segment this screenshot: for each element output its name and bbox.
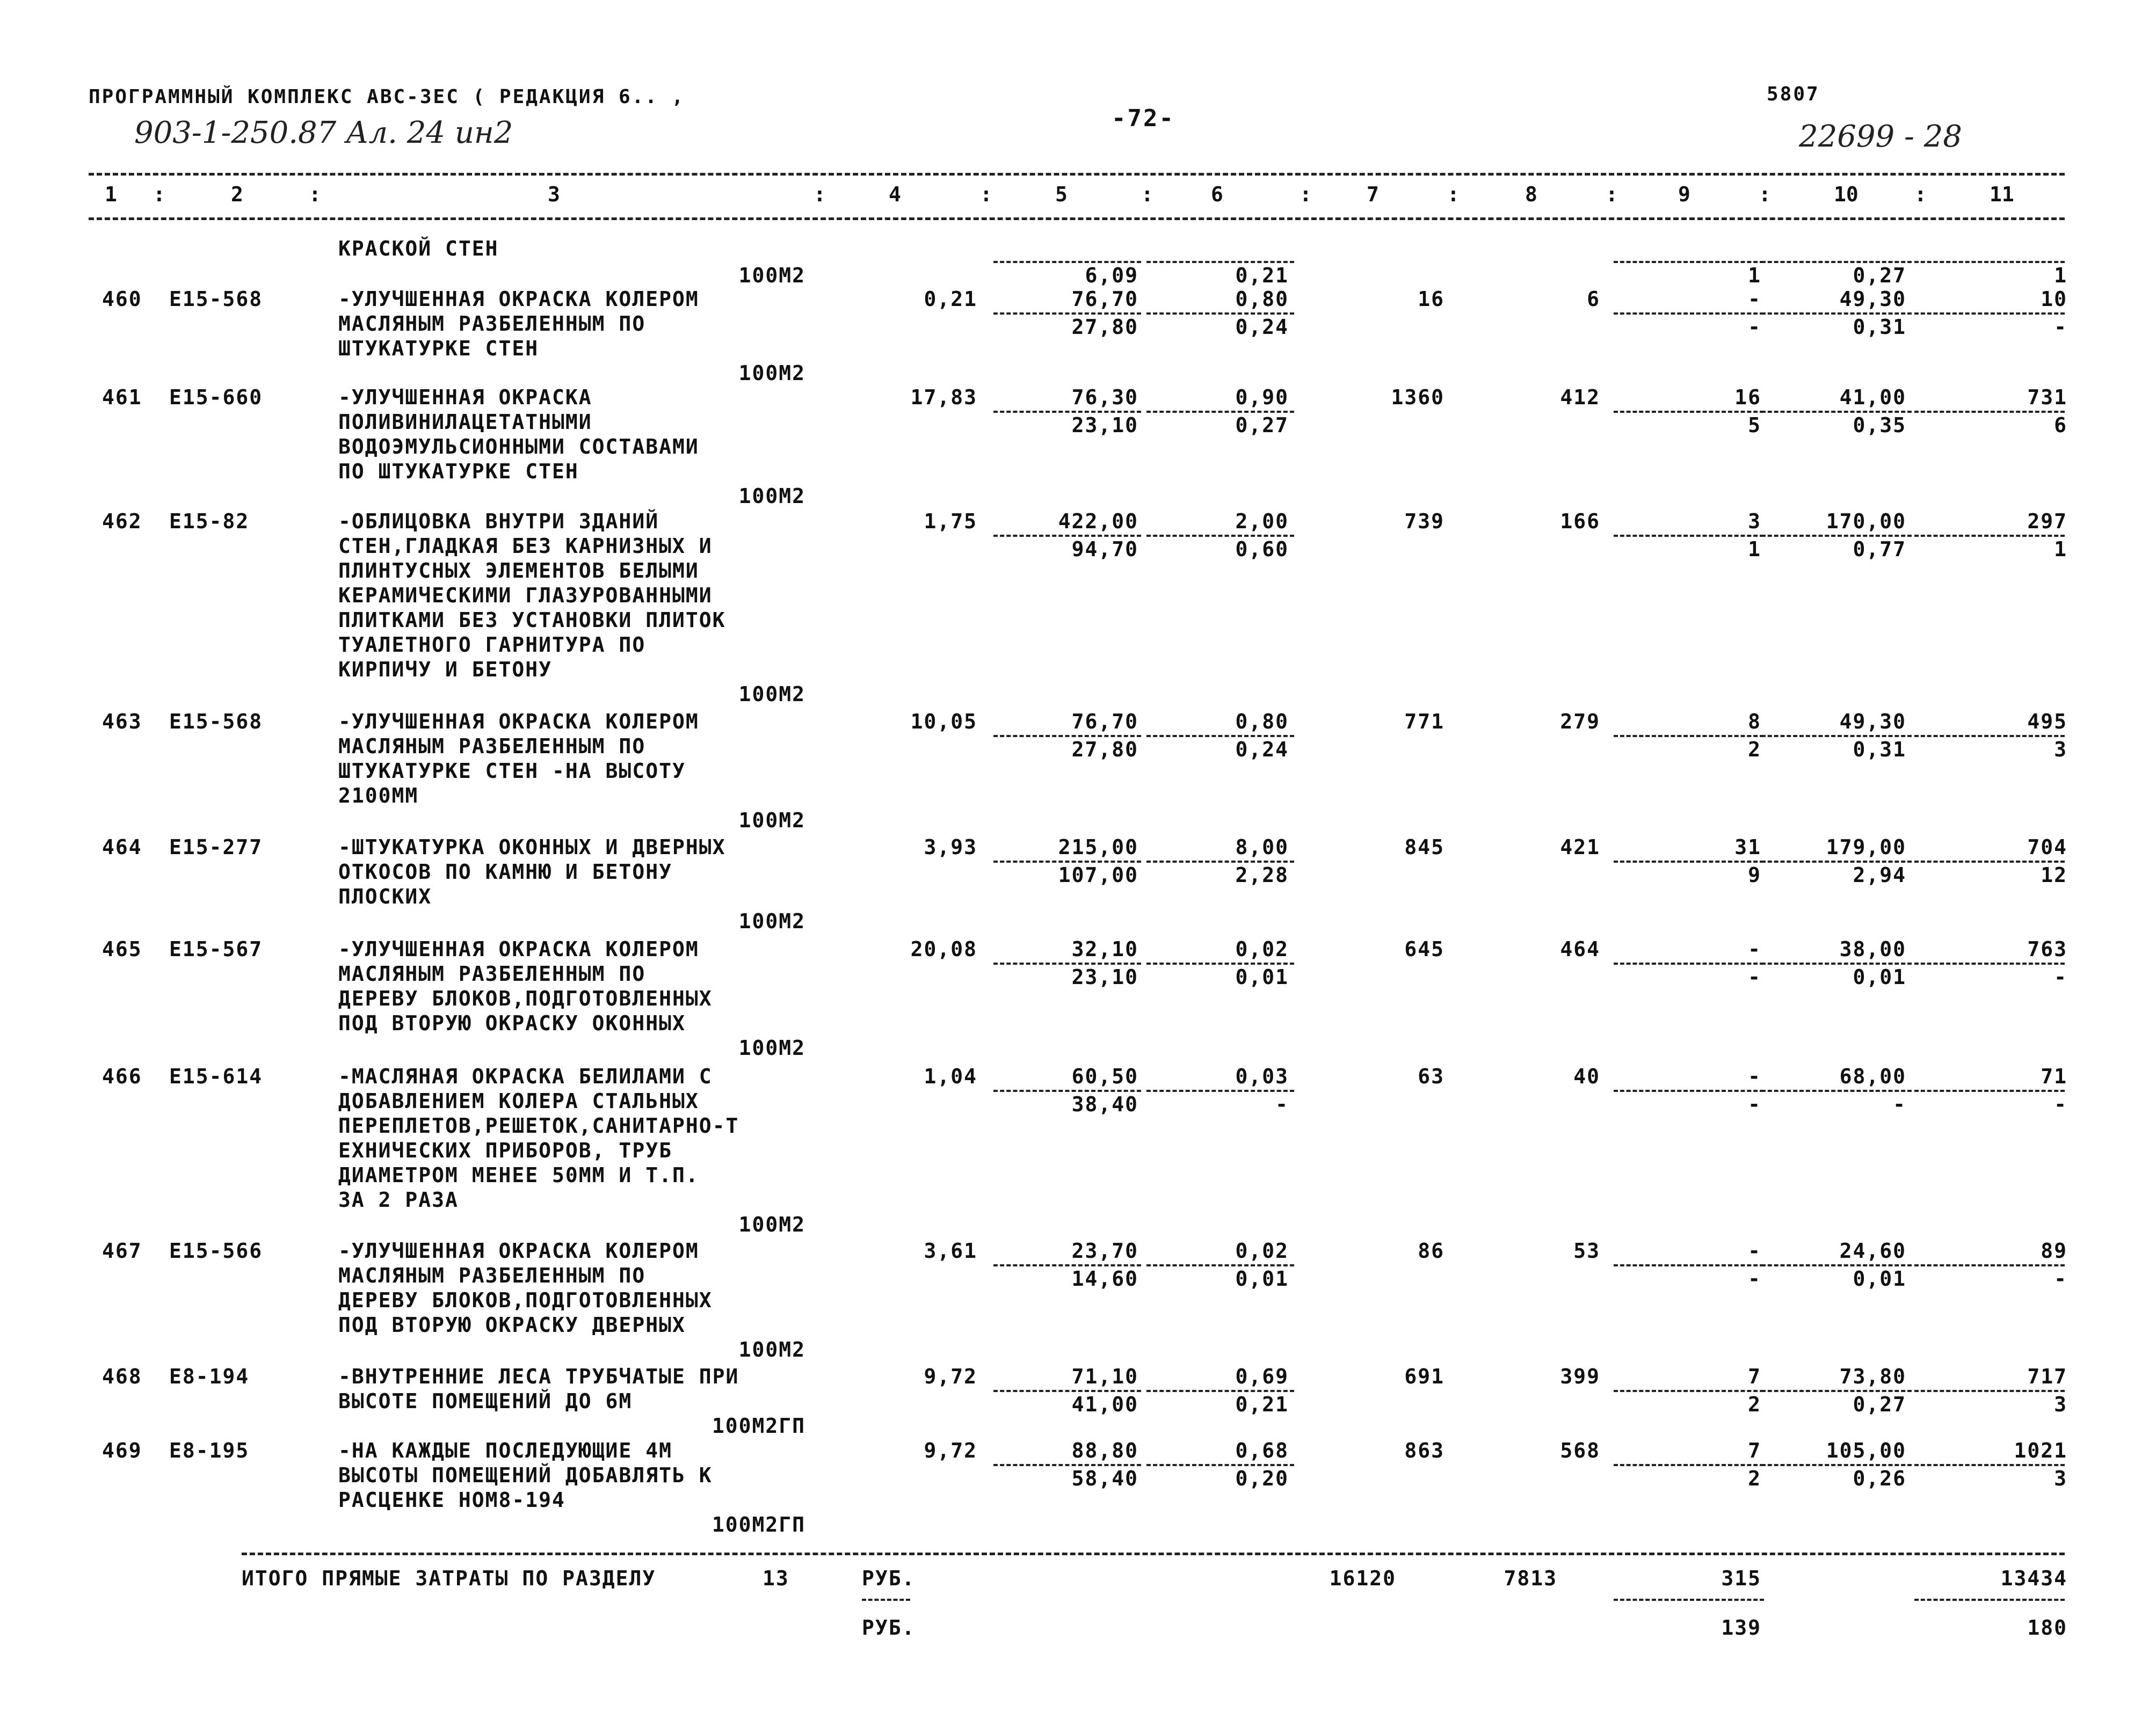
row-col6-upper: 0,80 bbox=[1235, 710, 1289, 733]
row-number: 466 bbox=[102, 1065, 142, 1088]
row-col10-lower: 0,26 bbox=[1853, 1467, 1906, 1490]
row-number: 464 bbox=[102, 835, 142, 859]
row-col4: 3,61 bbox=[924, 1239, 977, 1263]
row-col10-lower: 0,31 bbox=[1853, 315, 1906, 339]
row-col10-upper: 68,00 bbox=[1839, 1065, 1906, 1088]
row-col11-upper: 763 bbox=[2027, 937, 2067, 961]
column-header-7: 7 bbox=[1367, 183, 1379, 206]
row-description-line: ДЕРЕВУ БЛОКОВ,ПОДГОТОВЛЕННЫХ bbox=[338, 1288, 713, 1312]
row-description-line: -УЛУЧШЕННАЯ ОКРАСКА КОЛЕРОМ bbox=[338, 1239, 699, 1263]
row-col9-upper: 3 bbox=[1748, 509, 1761, 533]
row-description-line: ПЕРЕПЛЕТОВ,РЕШЕТОК,САНИТАРНО-Т bbox=[338, 1114, 739, 1138]
row-col7: 63 bbox=[1418, 1065, 1444, 1088]
row-unit: 100М2ГП bbox=[712, 1513, 805, 1536]
row-description-line: 2100ММ bbox=[338, 784, 419, 807]
row-col6-upper: 0,03 bbox=[1235, 1065, 1289, 1088]
row-description-line: ШТУКАТУРКЕ СТЕН -НА ВЫСОТУ bbox=[338, 759, 686, 783]
row-description-line: ПОД ВТОРУЮ ОКРАСКУ ОКОННЫХ bbox=[338, 1011, 686, 1035]
row-col9-lower: 2 bbox=[1748, 738, 1761, 761]
row-col10-upper: 38,00 bbox=[1839, 937, 1906, 961]
column-header-6: 6 bbox=[1211, 183, 1223, 206]
row-description-line: ВЫСОТЫ ПОМЕЩЕНИЙ ДОБАВЛЯТЬ К bbox=[338, 1463, 713, 1487]
row-description-line: -ВНУТРЕННИЕ ЛЕСА ТРУБЧАТЫЕ ПРИ bbox=[338, 1365, 739, 1388]
row-col10-upper: 24,60 bbox=[1839, 1239, 1906, 1263]
row-col7: 771 bbox=[1404, 710, 1444, 733]
row-col7: 1360 bbox=[1391, 385, 1444, 409]
totals-col11-upper: 13434 bbox=[2000, 1567, 2067, 1590]
row-col7: 691 bbox=[1404, 1365, 1444, 1388]
row-number: 469 bbox=[102, 1439, 142, 1462]
row-code: Е15-82 bbox=[169, 509, 250, 533]
row-col10-lower: 0,27 bbox=[1853, 1393, 1906, 1416]
row-description-line: ПО ШТУКАТУРКЕ СТЕН bbox=[338, 460, 579, 483]
row-description-line: ПОД ВТОРУЮ ОКРАСКУ ДВЕРНЫХ bbox=[338, 1313, 686, 1337]
row-col5-upper: 76,70 bbox=[1071, 287, 1138, 311]
row-col10-lower: 0,35 bbox=[1853, 413, 1906, 437]
row-col6-upper: 0,68 bbox=[1235, 1439, 1289, 1462]
row-col9-upper: 7 bbox=[1748, 1439, 1761, 1462]
row-col4: 1,75 bbox=[924, 509, 977, 533]
totals-col11-lower: 180 bbox=[2027, 1616, 2067, 1640]
row-col11-lower: - bbox=[2054, 1267, 2067, 1291]
row-col9-lower: - bbox=[1748, 1267, 1761, 1291]
row-number: 461 bbox=[102, 385, 142, 409]
column-separator: : bbox=[1300, 183, 1312, 206]
totals-col9-divider bbox=[1614, 1599, 1764, 1601]
row-code: Е15-277 bbox=[169, 835, 263, 859]
row-col7: 86 bbox=[1418, 1239, 1444, 1263]
row-col5-upper: 215,00 bbox=[1058, 835, 1138, 859]
row-col6-lower: 0,20 bbox=[1235, 1467, 1289, 1490]
row-number: 462 bbox=[102, 509, 142, 533]
row-col10-upper: 73,80 bbox=[1839, 1365, 1906, 1388]
column-header-10: 10 bbox=[1834, 183, 1859, 206]
row-col11-lower: 12 bbox=[2041, 863, 2067, 887]
row-col6-lower: 0,27 bbox=[1235, 413, 1289, 437]
row-col8: 412 bbox=[1560, 385, 1600, 409]
row-col10-lower: 0,77 bbox=[1853, 537, 1906, 561]
row-description-line: -НА КАЖДЫЕ ПОСЛЕДУЮЩИЕ 4М bbox=[338, 1439, 672, 1462]
row-code: Е8-195 bbox=[169, 1439, 250, 1462]
row-description-line: ПЛОСКИХ bbox=[338, 885, 432, 908]
row-description-line: КЕРАМИЧЕСКИМИ ГЛАЗУРОВАННЫМИ bbox=[338, 584, 713, 607]
row-col11-upper: 297 bbox=[2027, 509, 2067, 533]
row-col9-lower: 2 bbox=[1748, 1393, 1761, 1416]
row-description-line: ТУАЛЕТНОГО ГАРНИТУРА ПО bbox=[338, 633, 646, 657]
row-col5-upper: 23,70 bbox=[1071, 1239, 1138, 1263]
row-col11-lower: 1 bbox=[2054, 264, 2067, 287]
column-separator: : bbox=[1141, 183, 1153, 206]
totals-col8: 7813 bbox=[1504, 1567, 1557, 1590]
row-col6-lower: 0,60 bbox=[1235, 537, 1289, 561]
row-description-line: ВОДОЭМУЛЬСИОННЫМИ СОСТАВАМИ bbox=[338, 435, 699, 458]
row-number: 465 bbox=[102, 937, 142, 961]
column-separator: : bbox=[980, 183, 992, 206]
row-col9-lower: 1 bbox=[1748, 264, 1761, 287]
column-header-9: 9 bbox=[1678, 183, 1690, 206]
row-number: 463 bbox=[102, 710, 142, 733]
row-col10-upper: 49,30 bbox=[1839, 287, 1906, 311]
row-col10-upper: 105,00 bbox=[1826, 1439, 1906, 1462]
row-col11-lower: 1 bbox=[2054, 537, 2067, 561]
row-number: 460 bbox=[102, 287, 142, 311]
row-description-line: РАСЦЕНКЕ НОМ8-194 bbox=[338, 1488, 565, 1512]
row-col9-lower: - bbox=[1748, 315, 1761, 339]
row-description-line: -УЛУЧШЕННАЯ ОКРАСКА КОЛЕРОМ bbox=[338, 937, 699, 961]
column-header-3: 3 bbox=[548, 183, 560, 206]
row-description-line: -УЛУЧШЕННАЯ ОКРАСКА КОЛЕРОМ bbox=[338, 287, 699, 311]
row-col9-upper: 8 bbox=[1748, 710, 1761, 733]
row-unit: 100М2 bbox=[738, 361, 805, 385]
row-col9-lower: 5 bbox=[1748, 413, 1761, 437]
row-description-line: ПОЛИВИНИЛАЦЕТАТНЫМИ bbox=[338, 410, 592, 434]
row-code: Е15-568 bbox=[169, 287, 263, 311]
row-col9-upper: - bbox=[1748, 1065, 1761, 1088]
row-col4: 9,72 bbox=[924, 1439, 977, 1462]
totals-currency-2: РУБ. bbox=[862, 1616, 916, 1640]
row-col4: 9,72 bbox=[924, 1365, 977, 1388]
row-col8: 279 bbox=[1560, 710, 1600, 733]
row-description-line: ВЫСОТЕ ПОМЕЩЕНИЙ ДО 6М bbox=[338, 1389, 633, 1413]
row-col4: 3,93 bbox=[924, 835, 977, 859]
row-col6-upper: 0,90 bbox=[1235, 385, 1289, 409]
row-col8: 6 bbox=[1587, 287, 1600, 311]
row-col11-lower: - bbox=[2054, 1092, 2067, 1116]
row-code: Е15-660 bbox=[169, 385, 263, 409]
row-unit: 100М2 bbox=[738, 484, 805, 508]
row-col6-lower: 0,01 bbox=[1235, 1267, 1289, 1291]
column-separator: : bbox=[1447, 183, 1460, 206]
row-col5-upper: 71,10 bbox=[1071, 1365, 1138, 1388]
totals-col9-lower: 139 bbox=[1721, 1616, 1761, 1640]
row-col5-lower: 41,00 bbox=[1071, 1393, 1138, 1416]
row-description-line: ДИАМЕТРОМ МЕНЕЕ 50ММ И Т.П. bbox=[338, 1163, 699, 1187]
column-header-1: 1 bbox=[105, 183, 117, 206]
row-col4: 10,05 bbox=[910, 710, 977, 733]
row-description-line: КИРПИЧУ И БЕТОНУ bbox=[338, 658, 553, 681]
row-description-line: ШТУКАТУРКЕ СТЕН bbox=[338, 337, 539, 360]
row-code: Е15-614 bbox=[169, 1065, 263, 1088]
row-description-line: КРАСКОЙ СТЕН bbox=[338, 237, 499, 260]
row-description-line: МАСЛЯНЫМ РАЗБЕЛЕННЫМ ПО bbox=[338, 962, 646, 986]
row-col10-lower: 0,31 bbox=[1853, 738, 1906, 761]
row-col6-lower: 0,21 bbox=[1235, 264, 1289, 287]
column-separator: : bbox=[153, 183, 165, 206]
row-col9-lower: 1 bbox=[1748, 537, 1761, 561]
row-col9-upper: 31 bbox=[1734, 835, 1761, 859]
row-col6-lower: - bbox=[1275, 1092, 1289, 1116]
row-unit: 100М2 bbox=[738, 1036, 805, 1060]
row-col8: 166 bbox=[1560, 509, 1600, 533]
row-col6-upper: 0,80 bbox=[1235, 287, 1289, 311]
row-col11-upper: 10 bbox=[2041, 287, 2067, 311]
row-description-line: -ОБЛИЦОВКА ВНУТРИ ЗДАНИЙ bbox=[338, 509, 659, 533]
row-description-line: ДЕРЕВУ БЛОКОВ,ПОДГОТОВЛЕННЫХ bbox=[338, 987, 713, 1010]
column-separator: : bbox=[1606, 183, 1618, 206]
row-description-line: -ШТУКАТУРКА ОКОННЫХ И ДВЕРНЫХ bbox=[338, 835, 726, 859]
row-col11-upper: 731 bbox=[2027, 385, 2067, 409]
row-col10-upper: 170,00 bbox=[1826, 509, 1906, 533]
row-col5-lower: 58,40 bbox=[1071, 1467, 1138, 1490]
row-col7: 863 bbox=[1404, 1439, 1444, 1462]
row-col11-lower: - bbox=[2054, 315, 2067, 339]
row-description-line: -УЛУЧШЕННАЯ ОКРАСКА bbox=[338, 385, 592, 409]
row-col5-upper: 60,50 bbox=[1071, 1065, 1138, 1088]
row-col10-upper: 41,00 bbox=[1839, 385, 1906, 409]
row-col6-lower: 0,21 bbox=[1235, 1393, 1289, 1416]
row-col6-lower: 0,24 bbox=[1235, 738, 1289, 761]
row-description-line: МАСЛЯНЫМ РАЗБЕЛЕННЫМ ПО bbox=[338, 734, 646, 758]
handwritten-inventory-number: 22699 - 28 bbox=[1799, 119, 1962, 154]
row-col10-lower: 0,27 bbox=[1853, 264, 1906, 287]
row-col9-lower: - bbox=[1748, 965, 1761, 989]
row-col11-lower: 3 bbox=[2054, 1467, 2067, 1490]
row-description-line: СТЕН,ГЛАДКАЯ БЕЗ КАРНИЗНЫХ И bbox=[338, 534, 713, 558]
row-col11-lower: 3 bbox=[2054, 738, 2067, 761]
row-col4: 1,04 bbox=[924, 1065, 977, 1088]
column-separator: : bbox=[309, 183, 321, 206]
totals-col9-upper: 315 bbox=[1721, 1567, 1761, 1590]
column-header-5: 5 bbox=[1055, 183, 1068, 206]
row-number: 467 bbox=[102, 1239, 142, 1263]
row-unit: 100М2 bbox=[738, 682, 805, 706]
row-col10-lower: 2,94 bbox=[1853, 863, 1906, 887]
column-separator: : bbox=[814, 183, 826, 206]
row-code: Е8-194 bbox=[169, 1365, 250, 1388]
row-col6-lower: 2,28 bbox=[1235, 863, 1289, 887]
row-unit: 100М2 bbox=[738, 1338, 805, 1361]
row-col5-lower: 23,10 bbox=[1071, 413, 1138, 437]
column-header-8: 8 bbox=[1525, 183, 1537, 206]
row-col11-lower: 3 bbox=[2054, 1393, 2067, 1416]
totals-col11-divider bbox=[1914, 1599, 2065, 1601]
row-col5-upper: 76,30 bbox=[1071, 385, 1138, 409]
row-description-line: ОТКОСОВ ПО КАМНЮ И БЕТОНУ bbox=[338, 860, 672, 884]
page-number: -72- bbox=[1112, 105, 1175, 132]
row-col10-upper: 49,30 bbox=[1839, 710, 1906, 733]
row-unit: 100М2 bbox=[738, 1213, 805, 1236]
row-unit: 100М2 bbox=[738, 909, 805, 933]
column-separator: : bbox=[1759, 183, 1771, 206]
column-header-4: 4 bbox=[889, 183, 901, 206]
row-col4: 17,83 bbox=[910, 385, 977, 409]
row-col9-lower: - bbox=[1748, 1092, 1761, 1116]
row-col6-upper: 0,02 bbox=[1235, 1239, 1289, 1263]
row-col9-upper: - bbox=[1748, 287, 1761, 311]
row-col10-lower: - bbox=[1893, 1092, 1906, 1116]
row-unit: 100М2 bbox=[738, 808, 805, 832]
row-col5-upper: 76,70 bbox=[1071, 710, 1138, 733]
row-col11-upper: 717 bbox=[2027, 1365, 2067, 1388]
row-col6-upper: 8,00 bbox=[1235, 835, 1289, 859]
row-col7: 16 bbox=[1418, 287, 1444, 311]
totals-currency-1: РУБ. bbox=[862, 1567, 916, 1590]
row-col11-upper: 1021 bbox=[2014, 1439, 2067, 1462]
row-col11-lower: - bbox=[2054, 965, 2067, 989]
row-code: Е15-566 bbox=[169, 1239, 263, 1263]
row-col11-lower: 6 bbox=[2054, 413, 2067, 437]
column-separator: : bbox=[1914, 183, 1927, 206]
column-header-2: 2 bbox=[231, 183, 243, 206]
row-col6-upper: 0,69 bbox=[1235, 1365, 1289, 1388]
row-col11-upper: 71 bbox=[2041, 1065, 2067, 1088]
handwritten-project-code: 903-1-250.87 Ал. 24 ин2 bbox=[134, 115, 513, 150]
row-col5-lower: 27,80 bbox=[1071, 315, 1138, 339]
row-col7: 739 bbox=[1404, 509, 1444, 533]
row-code: Е15-568 bbox=[169, 710, 263, 733]
column-header-11: 11 bbox=[1990, 183, 2014, 206]
row-description-line: -МАСЛЯНАЯ ОКРАСКА БЕЛИЛАМИ С bbox=[338, 1065, 713, 1088]
totals-label: ИТОГО ПРЯМЫЕ ЗАТРАТЫ ПО РАЗДЕЛУ bbox=[242, 1567, 656, 1590]
totals-rule bbox=[242, 1553, 2065, 1555]
row-col8: 53 bbox=[1573, 1239, 1600, 1263]
row-col5-lower: 6,09 bbox=[1085, 264, 1138, 287]
row-col5-upper: 88,80 bbox=[1071, 1439, 1138, 1462]
totals-col7: 16120 bbox=[1329, 1567, 1396, 1590]
row-col6-lower: 0,01 bbox=[1235, 965, 1289, 989]
row-description-line: ПЛИНТУСНЫХ ЭЛЕМЕНТОВ БЕЛЫМИ bbox=[338, 559, 699, 582]
row-col4: 0,21 bbox=[924, 287, 977, 311]
row-col8: 464 bbox=[1560, 937, 1600, 961]
row-description-line: -УЛУЧШЕННАЯ ОКРАСКА КОЛЕРОМ bbox=[338, 710, 699, 733]
row-col10-upper: 179,00 bbox=[1826, 835, 1906, 859]
row-unit: 100М2 bbox=[738, 264, 805, 287]
row-col7: 645 bbox=[1404, 937, 1444, 961]
row-col6-lower: 0,24 bbox=[1235, 315, 1289, 339]
row-col4: 20,08 bbox=[910, 937, 977, 961]
row-description-line: МАСЛЯНЫМ РАЗБЕЛЕННЫМ ПО bbox=[338, 1264, 646, 1287]
row-col5-upper: 32,10 bbox=[1071, 937, 1138, 961]
row-description-line: ПЛИТКАМИ БЕЗ УСТАНОВКИ ПЛИТОК bbox=[338, 608, 726, 632]
row-description-line: МАСЛЯНЫМ РАЗБЕЛЕННЫМ ПО bbox=[338, 312, 646, 336]
row-col8: 568 bbox=[1560, 1439, 1600, 1462]
row-col9-lower: 2 bbox=[1748, 1467, 1761, 1490]
row-col5-upper: 422,00 bbox=[1058, 509, 1138, 533]
row-description-line: ЗА 2 РАЗА bbox=[338, 1188, 459, 1212]
program-header: ПРОГРАММНЫЙ КОМПЛЕКС АВС-3ЕС ( РЕДАКЦИЯ 6.. , bbox=[89, 86, 685, 108]
row-col5-lower: 27,80 bbox=[1071, 738, 1138, 761]
row-col10-lower: 0,01 bbox=[1853, 1267, 1906, 1291]
row-col6-upper: 0,02 bbox=[1235, 937, 1289, 961]
row-col5-lower: 94,70 bbox=[1071, 537, 1138, 561]
row-col9-upper: - bbox=[1748, 937, 1761, 961]
row-col5-lower: 14,60 bbox=[1071, 1267, 1138, 1291]
row-description-line: ЕХНИЧЕСКИХ ПРИБОРОВ, ТРУБ bbox=[338, 1139, 672, 1162]
row-col11-upper: 495 bbox=[2027, 710, 2067, 733]
row-code: Е15-567 bbox=[169, 937, 263, 961]
document-number: 5807 bbox=[1767, 83, 1820, 105]
row-col10-lower: 0,01 bbox=[1853, 965, 1906, 989]
totals-section: 13 bbox=[763, 1567, 789, 1590]
row-description-line: ДОБАВЛЕНИЕМ КОЛЕРА СТАЛЬНЫХ bbox=[338, 1089, 699, 1113]
row-col8: 40 bbox=[1573, 1065, 1600, 1088]
row-col9-upper: 16 bbox=[1734, 385, 1761, 409]
row-col9-lower: 9 bbox=[1748, 863, 1761, 887]
row-col8: 399 bbox=[1560, 1365, 1600, 1388]
row-unit: 100М2ГП bbox=[712, 1414, 805, 1438]
row-col5-lower: 38,40 bbox=[1071, 1092, 1138, 1116]
row-col9-upper: 7 bbox=[1748, 1365, 1761, 1388]
currency-underline bbox=[862, 1599, 910, 1601]
row-col7: 845 bbox=[1404, 835, 1444, 859]
row-col11-upper: 704 bbox=[2027, 835, 2067, 859]
row-col9-upper: - bbox=[1748, 1239, 1761, 1263]
row-col5-lower: 23,10 bbox=[1071, 965, 1138, 989]
row-col5-lower: 107,00 bbox=[1058, 863, 1138, 887]
row-number: 468 bbox=[102, 1365, 142, 1388]
row-col11-upper: 89 bbox=[2041, 1239, 2067, 1263]
row-col6-upper: 2,00 bbox=[1235, 509, 1289, 533]
row-col8: 421 bbox=[1560, 835, 1600, 859]
